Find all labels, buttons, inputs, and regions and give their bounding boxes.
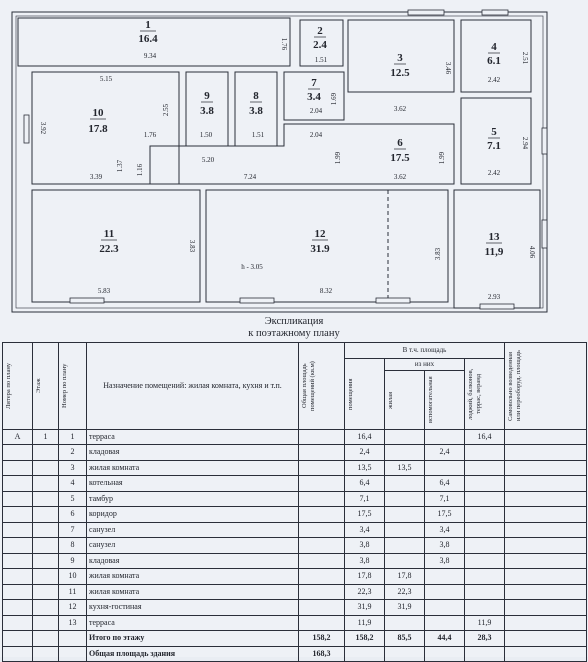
floor-total-loggia: 28,3 bbox=[465, 631, 505, 647]
cell-unauth bbox=[505, 538, 587, 554]
cell-loggia bbox=[465, 600, 505, 616]
table-row bbox=[3, 476, 587, 492]
cell-living bbox=[385, 429, 425, 445]
table-row bbox=[3, 569, 587, 585]
dim-1-16: 1.16 bbox=[136, 163, 144, 177]
cell-total bbox=[299, 553, 345, 569]
col-header-litera: Литера по плану bbox=[5, 362, 12, 409]
cell-litera bbox=[3, 600, 33, 616]
cell-no: 9 bbox=[59, 553, 87, 569]
dim-3-83-b: 3.83 bbox=[434, 247, 442, 261]
cell-premises: 3,8 bbox=[345, 553, 385, 569]
cell-name: тамбур bbox=[87, 491, 299, 507]
cell-unauth bbox=[505, 584, 587, 600]
table-row bbox=[3, 600, 587, 616]
cell-litera bbox=[3, 476, 33, 492]
explication-rows bbox=[3, 429, 587, 631]
cell-loggia bbox=[465, 584, 505, 600]
room-3-area: 12.5 bbox=[390, 67, 410, 79]
dim-9-34: 9.34 bbox=[143, 52, 157, 60]
cell-litera bbox=[3, 615, 33, 631]
floor-total-premises: 158,2 bbox=[345, 631, 385, 647]
floor-total-label: Итого по этажу bbox=[87, 631, 299, 647]
cell-living: 17,8 bbox=[385, 569, 425, 585]
cell-unauth bbox=[505, 476, 587, 492]
cell-premises: 11,9 bbox=[345, 615, 385, 631]
table-row bbox=[3, 491, 587, 507]
cell-aux bbox=[425, 600, 465, 616]
cell-premises: 17,8 bbox=[345, 569, 385, 585]
dim-3-46: 3.46 bbox=[444, 61, 452, 75]
dim-3-62-b: 3.62 bbox=[393, 173, 407, 181]
dim-2-42-a: 2.42 bbox=[487, 76, 501, 84]
table-row bbox=[3, 460, 587, 476]
room-3-number: 3 bbox=[397, 52, 403, 64]
cell-total bbox=[299, 522, 345, 538]
dim-1-76: 1.76 bbox=[280, 37, 288, 51]
cell-total bbox=[299, 507, 345, 523]
cell-litera bbox=[3, 460, 33, 476]
col-header-floor: Этаж bbox=[35, 378, 42, 394]
room-4-number: 4 bbox=[491, 41, 497, 53]
col-header-incl: В т.ч. площадь bbox=[345, 343, 505, 359]
cell-premises: 2,4 bbox=[345, 445, 385, 461]
cell-total bbox=[299, 538, 345, 554]
col-header-room-no: Номер по плану bbox=[61, 363, 68, 408]
cell-floor: 1 bbox=[33, 429, 59, 445]
room-8-area: 3.8 bbox=[249, 105, 263, 117]
cell-unauth bbox=[505, 429, 587, 445]
cell-name: кладовая bbox=[87, 445, 299, 461]
cell-loggia bbox=[465, 538, 505, 554]
cell-no: 1 bbox=[59, 429, 87, 445]
cell-total bbox=[299, 584, 345, 600]
cell-loggia bbox=[465, 476, 505, 492]
cell-litera bbox=[3, 538, 33, 554]
cell-name: жилая комната bbox=[87, 584, 299, 600]
cell-name: терраса bbox=[87, 615, 299, 631]
cell-living bbox=[385, 507, 425, 523]
dim-1-51-a: 1.51 bbox=[314, 56, 328, 64]
cell-unauth bbox=[505, 507, 587, 523]
cell-living bbox=[385, 538, 425, 554]
cell-unauth bbox=[505, 600, 587, 616]
cell-litera bbox=[3, 584, 33, 600]
room-4-area: 6.1 bbox=[487, 55, 501, 67]
cell-living bbox=[385, 476, 425, 492]
cell-unauth bbox=[505, 615, 587, 631]
cell-premises: 22,3 bbox=[345, 584, 385, 600]
cell-aux: 6,4 bbox=[425, 476, 465, 492]
table-row bbox=[3, 584, 587, 600]
dim-4-06: 4.06 bbox=[528, 245, 536, 259]
dim-3-83-a: 3.83 bbox=[188, 239, 196, 253]
cell-premises: 13,5 bbox=[345, 460, 385, 476]
table-row bbox=[3, 507, 587, 523]
cell-no: 4 bbox=[59, 476, 87, 492]
room-9-number: 9 bbox=[204, 90, 210, 102]
cell-litera: А bbox=[3, 429, 33, 445]
cell-living bbox=[385, 445, 425, 461]
cell-litera bbox=[3, 507, 33, 523]
room-12-number: 12 bbox=[314, 228, 326, 240]
explication-table bbox=[2, 342, 587, 662]
room-6-area: 17.5 bbox=[390, 152, 410, 164]
col-header-premises: помещения bbox=[347, 377, 354, 410]
room-10-area: 17.8 bbox=[88, 123, 108, 135]
cell-aux: 3,4 bbox=[425, 522, 465, 538]
room-9-area: 3.8 bbox=[200, 105, 214, 117]
table-row bbox=[3, 553, 587, 569]
cell-loggia bbox=[465, 445, 505, 461]
cell-unauth bbox=[505, 491, 587, 507]
cell-loggia bbox=[465, 491, 505, 507]
cell-name: жилая комната bbox=[87, 460, 299, 476]
room-7-area: 3.4 bbox=[307, 91, 321, 103]
building-total-row bbox=[3, 646, 587, 662]
cell-living: 13,5 bbox=[385, 460, 425, 476]
cell-litera bbox=[3, 491, 33, 507]
room-1-number: 1 bbox=[145, 19, 151, 31]
cell-no: 8 bbox=[59, 538, 87, 554]
cell-loggia bbox=[465, 522, 505, 538]
dim-1-50: 1.50 bbox=[199, 131, 213, 139]
cell-aux: 2,4 bbox=[425, 445, 465, 461]
cell-floor bbox=[33, 553, 59, 569]
cell-premises: 3,4 bbox=[345, 522, 385, 538]
room-5-area: 7.1 bbox=[487, 140, 501, 152]
dim-2-04-b: 2.04 bbox=[309, 131, 323, 139]
cell-unauth bbox=[505, 460, 587, 476]
cell-aux bbox=[425, 460, 465, 476]
cell-name: котельная bbox=[87, 476, 299, 492]
cell-floor bbox=[33, 476, 59, 492]
cell-living: 22,3 bbox=[385, 584, 425, 600]
cell-floor bbox=[33, 600, 59, 616]
table-row bbox=[3, 445, 587, 461]
cell-premises: 31,9 bbox=[345, 600, 385, 616]
cell-living bbox=[385, 522, 425, 538]
floor-total-row bbox=[3, 631, 587, 647]
cell-total bbox=[299, 615, 345, 631]
cell-floor bbox=[33, 522, 59, 538]
cell-no: 11 bbox=[59, 584, 87, 600]
room-12-area: 31.9 bbox=[310, 243, 330, 255]
building-total-label: Общая площадь здания bbox=[87, 646, 299, 662]
dim-1-99-b: 1.99 bbox=[438, 151, 446, 165]
cell-loggia: 16,4 bbox=[465, 429, 505, 445]
col-header-total-area: Общая площадь помещений (кв.м) bbox=[301, 360, 316, 411]
col-header-of-them: из них bbox=[385, 358, 465, 370]
cell-no: 2 bbox=[59, 445, 87, 461]
cell-floor bbox=[33, 615, 59, 631]
cell-litera bbox=[3, 445, 33, 461]
cell-unauth bbox=[505, 553, 587, 569]
cell-floor bbox=[33, 569, 59, 585]
cell-aux bbox=[425, 569, 465, 585]
cell-no: 7 bbox=[59, 522, 87, 538]
floor-total-total: 158,2 bbox=[299, 631, 345, 647]
table-row bbox=[3, 429, 587, 445]
room-7-number: 7 bbox=[311, 77, 317, 89]
dim-2-42-b: 2.42 bbox=[487, 169, 501, 177]
dim-1-76-b: 1.76 bbox=[143, 131, 157, 139]
dim-1-69: 1.69 bbox=[330, 92, 338, 106]
cell-total bbox=[299, 491, 345, 507]
dim-2-04-a: 2.04 bbox=[309, 107, 323, 115]
cell-total bbox=[299, 429, 345, 445]
cell-living bbox=[385, 491, 425, 507]
cell-unauth bbox=[505, 445, 587, 461]
cell-litera bbox=[3, 553, 33, 569]
cell-no: 6 bbox=[59, 507, 87, 523]
cell-total bbox=[299, 600, 345, 616]
cell-floor bbox=[33, 460, 59, 476]
cell-total bbox=[299, 569, 345, 585]
cell-floor bbox=[33, 491, 59, 507]
dim-1-37: 1.37 bbox=[116, 159, 124, 173]
cell-no: 13 bbox=[59, 615, 87, 631]
cell-name: санузел bbox=[87, 522, 299, 538]
cell-loggia bbox=[465, 553, 505, 569]
cell-floor bbox=[33, 538, 59, 554]
cell-living bbox=[385, 553, 425, 569]
building-total-total: 168,3 bbox=[299, 646, 345, 662]
col-header-living: жилая bbox=[387, 390, 394, 409]
explication-title: Экспликация bbox=[264, 316, 324, 327]
dim-5-15: 5.15 bbox=[99, 75, 113, 83]
dim-5-83: 5.83 bbox=[97, 287, 111, 295]
room-13-area: 11,9 bbox=[484, 246, 504, 258]
cell-aux: 3,8 bbox=[425, 538, 465, 554]
cell-litera bbox=[3, 522, 33, 538]
floor-total-living: 85,5 bbox=[385, 631, 425, 647]
cell-no: 5 bbox=[59, 491, 87, 507]
cell-loggia bbox=[465, 460, 505, 476]
col-header-auxiliary: вспомогательная bbox=[427, 376, 434, 423]
dim-2-55: 2.55 bbox=[162, 103, 170, 117]
dim-2-94: 2.94 bbox=[521, 136, 529, 150]
cell-aux: 7,1 bbox=[425, 491, 465, 507]
cell-aux: 3,8 bbox=[425, 553, 465, 569]
cell-floor bbox=[33, 507, 59, 523]
cell-aux: 17,5 bbox=[425, 507, 465, 523]
cell-name: кладовая bbox=[87, 553, 299, 569]
room-11-number: 11 bbox=[103, 228, 115, 240]
dim-1-51-b: 1.51 bbox=[251, 131, 265, 139]
room-5-number: 5 bbox=[491, 126, 497, 138]
cell-premises: 3,8 bbox=[345, 538, 385, 554]
table-row bbox=[3, 615, 587, 631]
cell-premises: 17,5 bbox=[345, 507, 385, 523]
dim-5-20: 5.20 bbox=[201, 156, 215, 164]
dim-2-93: 2.93 bbox=[487, 293, 501, 301]
dim-1-99-a: 1.99 bbox=[334, 151, 342, 165]
table-row bbox=[3, 522, 587, 538]
cell-living bbox=[385, 615, 425, 631]
dim-7-24: 7.24 bbox=[243, 173, 257, 181]
cell-loggia bbox=[465, 569, 505, 585]
room-1-area: 16.4 bbox=[138, 33, 158, 45]
dim-2-51: 2.51 bbox=[521, 51, 529, 65]
cell-litera bbox=[3, 569, 33, 585]
cell-premises: 16,4 bbox=[345, 429, 385, 445]
cell-total bbox=[299, 460, 345, 476]
cell-loggia bbox=[465, 507, 505, 523]
floor-total-aux: 44,4 bbox=[425, 631, 465, 647]
room-2-area: 2.4 bbox=[313, 39, 327, 51]
ceiling-height: h - 3.05 bbox=[241, 263, 263, 271]
cell-unauth bbox=[505, 569, 587, 585]
table-row bbox=[3, 538, 587, 554]
cell-total bbox=[299, 476, 345, 492]
dim-3-39: 3.39 bbox=[89, 173, 103, 181]
cell-name: терраса bbox=[87, 429, 299, 445]
dim-8-32: 8.32 bbox=[319, 287, 333, 295]
cell-aux bbox=[425, 615, 465, 631]
dim-3-92: 3.92 bbox=[39, 121, 47, 135]
room-11-area: 22.3 bbox=[99, 243, 119, 255]
cell-living: 31,9 bbox=[385, 600, 425, 616]
col-header-loggias: лоджий, балконов, террас, веранд bbox=[467, 367, 482, 420]
dim-3-62-a: 3.62 bbox=[393, 105, 407, 113]
cell-floor bbox=[33, 584, 59, 600]
room-6-number: 6 bbox=[397, 137, 403, 149]
room-8-number: 8 bbox=[253, 90, 259, 102]
cell-no: 12 bbox=[59, 600, 87, 616]
cell-name: коридор bbox=[87, 507, 299, 523]
cell-loggia: 11,9 bbox=[465, 615, 505, 631]
cell-floor bbox=[33, 445, 59, 461]
room-2-number: 2 bbox=[317, 25, 323, 37]
cell-no: 3 bbox=[59, 460, 87, 476]
cell-aux bbox=[425, 584, 465, 600]
cell-premises: 6,4 bbox=[345, 476, 385, 492]
cell-total bbox=[299, 445, 345, 461]
explication-subtitle: к поэтажному плану bbox=[248, 328, 340, 339]
cell-premises: 7,1 bbox=[345, 491, 385, 507]
cell-unauth bbox=[505, 522, 587, 538]
col-header-purpose: Назначение помещений: жилая комната, кухня и т.п. bbox=[87, 343, 299, 430]
col-header-unauthorized: Самовольно возведенная или переоборуд. площадь bbox=[507, 350, 523, 422]
room-13-number: 13 bbox=[488, 231, 500, 243]
cell-name: санузел bbox=[87, 538, 299, 554]
floor-plan bbox=[0, 0, 588, 318]
cell-no: 10 bbox=[59, 569, 87, 585]
cell-aux bbox=[425, 429, 465, 445]
cell-name: кухня-гостиная bbox=[87, 600, 299, 616]
room-10-number: 10 bbox=[92, 107, 104, 119]
cell-name: жилая комната bbox=[87, 569, 299, 585]
